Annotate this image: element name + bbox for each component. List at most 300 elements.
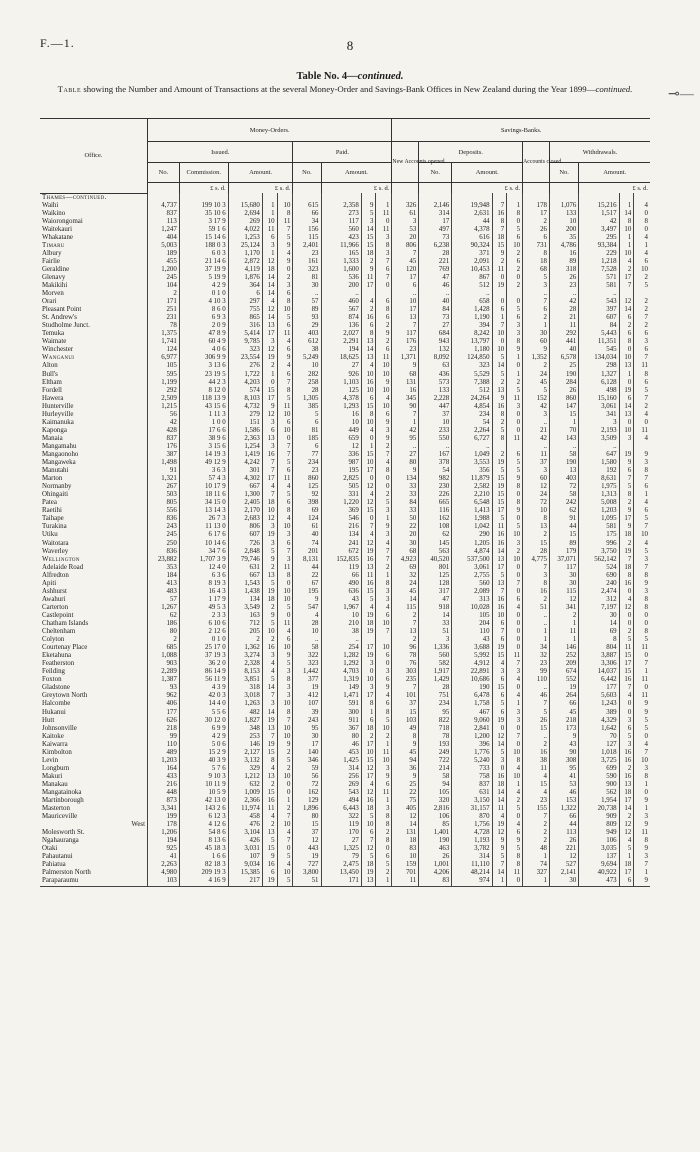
table-cell: 1 [376, 515, 392, 523]
table-cell: 10 [277, 411, 293, 419]
table-cell: 353 [148, 564, 180, 572]
table-cell: 110 [523, 676, 550, 684]
money-orders-header: Money-Orders. [148, 119, 392, 142]
table-cell: 4 [277, 338, 293, 346]
table-cell: 2,405 [228, 499, 262, 507]
table-cell: 837 [452, 781, 492, 789]
table-cell: 61 [293, 523, 321, 531]
table-cell: 4 16 9 [179, 877, 228, 886]
table-cell: 17 [619, 869, 634, 877]
table-cell: 40 3 9 [179, 757, 228, 765]
table-cell: 2 [523, 218, 550, 226]
table-cell: 14 [492, 362, 507, 370]
table-cell: 9 [619, 459, 634, 467]
table-cell: 15 [361, 757, 376, 765]
paid-header: Paid. [293, 142, 392, 163]
table-cell: 590 [579, 773, 619, 781]
table-cell: 11 [392, 877, 419, 886]
table-cell: 3 15 6 [179, 443, 228, 451]
table-cell: 1,756 [452, 821, 492, 829]
table-cell: 3 13 6 [179, 362, 228, 370]
table-cell: 918 [419, 604, 452, 612]
table-cell: 1 [634, 491, 650, 499]
table-cell: 2,475 [321, 861, 361, 869]
table-cell: 4 [376, 395, 392, 403]
office-name-cell: Mangaweka [42, 459, 76, 467]
table-cell: 9 [293, 596, 321, 604]
table-cell: 40,922 [579, 869, 619, 877]
table-cell: 8 [523, 250, 550, 258]
table-cell: 4 [634, 234, 650, 242]
table-cell: 14 [262, 684, 277, 692]
table-cell: 178 [523, 202, 550, 210]
table-cell: 2 3 3 [179, 612, 228, 620]
table-cell [179, 193, 228, 202]
table-cell: 78 [148, 322, 180, 330]
table-cell: 1 [619, 242, 634, 250]
table-cell: 3,061 [579, 403, 619, 411]
table-cell: 107 [228, 853, 262, 861]
table-cell: 13 [361, 877, 376, 886]
table-cell: 42 0 3 [179, 692, 228, 700]
table-cell: 6 [507, 314, 523, 322]
table-cell: 117 [321, 218, 361, 226]
table-cell: 8 [634, 604, 650, 612]
table-cell: 30 [579, 612, 619, 620]
table-cell: 134 [321, 531, 361, 539]
table-cell: 867 [452, 274, 492, 282]
issued-units: £ s. d. [228, 183, 293, 194]
table-cell: 3 [634, 813, 650, 821]
table-cell: 30 [293, 282, 321, 290]
table-cell: 140 [293, 749, 321, 757]
table-cell: 10 [361, 749, 376, 757]
table-cell: 1,042 [452, 523, 492, 531]
table-cell: 9 [619, 507, 634, 515]
table-cell: 11 [376, 789, 392, 797]
table-cell: 5 [492, 515, 507, 523]
table-cell: 20 [392, 531, 419, 539]
table-cell: 16 [361, 556, 376, 564]
table-cell: 10 [262, 507, 277, 515]
table-cell: 5 [619, 733, 634, 741]
table-cell: 13 [361, 564, 376, 572]
table-cell: 3 [523, 467, 550, 475]
table-cell: .. [523, 290, 550, 298]
table-cell: 13 [361, 354, 376, 362]
table-cell: 494 [321, 797, 361, 805]
table-cell: 6 [277, 290, 293, 298]
table-cell: 7 [523, 298, 550, 306]
table-cell: 5,003 [148, 242, 180, 250]
table-cell: 7 [277, 837, 293, 845]
table-cell: 9 [262, 612, 277, 620]
table-cell: 11 [262, 805, 277, 813]
table-cell: 107 [293, 700, 321, 708]
table-cell: 10 [376, 371, 392, 379]
table-cell: 45 [549, 709, 578, 717]
table-cell [376, 636, 392, 644]
table-cell: 10 [376, 362, 392, 370]
table-cell: 301 [228, 467, 262, 475]
table-cell [634, 193, 650, 202]
table-cell: 5 [262, 580, 277, 588]
table-cell: 45 18 3 [179, 845, 228, 853]
table-cell: 14 19 3 [179, 451, 228, 459]
table-cell: 3 [507, 322, 523, 330]
table-cell [507, 443, 523, 451]
table-cell: 26 [419, 853, 452, 861]
table-cell: 59 1 6 [179, 226, 228, 234]
table-cell: 34 [523, 644, 550, 652]
table-cell: 406 [148, 700, 180, 708]
table-cell: 11 [523, 765, 550, 773]
table-cell: 44 [549, 523, 578, 531]
table-cell: 19 [361, 628, 376, 636]
table-cell: 3 [277, 668, 293, 676]
table-cell: .. [293, 636, 321, 644]
table-cell: 3,851 [228, 676, 262, 684]
table-cell: 18 [619, 531, 634, 539]
accounts-closed-header: Accounts closed. [523, 142, 550, 183]
table-cell: 96 [392, 644, 419, 652]
table-cell: 4 [262, 298, 277, 306]
table-cell: 18 [392, 837, 419, 845]
table-cell: 672 [321, 548, 361, 556]
table-cell: 9 [507, 507, 523, 515]
table-cell: 54 [452, 419, 492, 427]
table-cell: 2 [262, 636, 277, 644]
table-cell [492, 193, 507, 202]
table-cell: 156 [293, 226, 321, 234]
table-cell: 10 [277, 202, 293, 210]
table-cell: 7 [634, 523, 650, 531]
table-cell: 2 [507, 266, 523, 274]
table-cell: 9 [634, 700, 650, 708]
table-cell: 2,291 [321, 338, 361, 346]
table-cell: 8 [507, 757, 523, 765]
office-name-cell: Waverley [42, 547, 69, 555]
table-cell: 5 [262, 676, 277, 684]
table-cell: 106 [579, 837, 619, 845]
table-cell: 15 [492, 652, 507, 660]
table-cell: 6 10 6 [179, 620, 228, 628]
table-cell: 152 [523, 395, 550, 403]
table-cell: 9 [361, 266, 376, 274]
table-cell: 4,022 [228, 226, 262, 234]
table-cell: 2,328 [228, 660, 262, 668]
table-cell: 14 [419, 612, 452, 620]
table-cell: 547 [293, 604, 321, 612]
table-row [40, 676, 650, 684]
table-cell: 10 14 6 [179, 540, 228, 548]
table-cell: 44 [452, 218, 492, 226]
table-cell: 0 [507, 298, 523, 306]
table-cell: 443 [293, 845, 321, 853]
table-cell: 701 [392, 869, 419, 877]
office-name-cell: Fordell [42, 386, 62, 394]
table-cell: 306 9 9 [179, 354, 228, 362]
table-cell: 119 [321, 564, 361, 572]
table-cell: .. [549, 443, 578, 451]
table-cell: 987 [321, 459, 361, 467]
table-cell: 387 [148, 451, 180, 459]
table-cell: 99 [148, 733, 180, 741]
table-cell: 132 [419, 346, 452, 354]
table-cell: 5 [492, 427, 507, 435]
office-name-cell: Colyton [42, 636, 65, 644]
table-cell: 14 [492, 797, 507, 805]
table-cell: .. [579, 290, 619, 298]
table-cell: 4 [507, 604, 523, 612]
table-cell: 1,200 [452, 733, 492, 741]
table-cell: 755 [228, 306, 262, 314]
table-cell: 78 [392, 652, 419, 660]
table-cell: 3 [262, 540, 277, 548]
table-cell: 684 [419, 330, 452, 338]
table-cell: 1,517 [579, 210, 619, 218]
table-cell: 6 [492, 692, 507, 700]
table-cell: 14 [579, 620, 619, 628]
table-cell: 5 [634, 636, 650, 644]
table-cell: 1,827 [228, 717, 262, 725]
table-cell: 632 [228, 781, 262, 789]
table-cell: 1,580 [579, 459, 619, 467]
table-cell: 9 [634, 580, 650, 588]
table-row [40, 419, 650, 427]
office-name-cell: Hurleyville [42, 410, 74, 418]
table-cell: 3 [419, 636, 452, 644]
office-name-cell: Makuri [42, 772, 63, 780]
table-cell: 105 [452, 612, 492, 620]
table-cell: 9 [634, 709, 650, 717]
table-cell: 2,872 [228, 258, 262, 266]
table-cell: 667 [228, 572, 262, 580]
table-cell: 73 [419, 234, 452, 242]
table-cell: 3 17 9 [179, 218, 228, 226]
table-cell: 264 [549, 692, 578, 700]
table-cell: 0 [507, 564, 523, 572]
table-cell: 235 [392, 676, 419, 684]
office-name-cell: Hukanui [42, 708, 66, 716]
table-cell: 2,848 [228, 548, 262, 556]
table-cell: 42 13 0 [179, 797, 228, 805]
table-cell: 66 [293, 210, 321, 218]
table-row [40, 427, 650, 435]
table-cell: 7 [376, 274, 392, 282]
table-cell: 571 [579, 274, 619, 282]
table-cell: 12 [293, 837, 321, 845]
table-cell: 3 [507, 668, 523, 676]
table-cell: 27 [419, 322, 452, 330]
table-row [40, 395, 650, 403]
table-cell: 10 [619, 250, 634, 258]
table-row [40, 668, 650, 676]
table-cell: 674 [549, 668, 578, 676]
table-cell: 83 [392, 845, 419, 853]
table-cell: 5 [507, 523, 523, 531]
table-row [40, 531, 650, 539]
table-cell: 433 [148, 773, 180, 781]
table-cell: 14 [392, 821, 419, 829]
table-cell: 12 [361, 540, 376, 548]
office-name-cell: Utiku [42, 531, 58, 539]
table-cell: 297 [228, 298, 262, 306]
table-cell: 0 [634, 226, 650, 234]
table-cell: 2 [262, 821, 277, 829]
table-cell: 190 [419, 837, 452, 845]
office-name-cell: Waihi [42, 201, 59, 209]
table-cell: 9 [262, 556, 277, 564]
table-cell: 873 [148, 797, 180, 805]
table-cell: 403 [549, 475, 578, 483]
table-cell: 837 [148, 210, 180, 218]
table-cell: 345 [392, 395, 419, 403]
table-cell: 7 [634, 749, 650, 757]
table-row [40, 821, 650, 829]
table-cell: 42 [392, 427, 419, 435]
table-cell: 3,132 [228, 757, 262, 765]
table-cell: 3 [492, 757, 507, 765]
table-cell: 19 [262, 877, 277, 886]
table-cell: 1,375 [148, 330, 180, 338]
table-cell: 5 [361, 813, 376, 821]
table-cell: 24 [523, 371, 550, 379]
table-cell: 0 [361, 668, 376, 676]
table-cell: 6 [492, 620, 507, 628]
table-cell: 4,329 [579, 717, 619, 725]
table-cell: 6 [293, 443, 321, 451]
table-cell: 103 [148, 877, 180, 886]
table-cell: 162 [419, 515, 452, 523]
table-cell: 1 [376, 741, 392, 749]
table-cell: 1,371 [392, 354, 419, 362]
table-cell: .. [321, 290, 361, 298]
office-name-cell: Raetihi [42, 507, 62, 515]
table-cell: 13 [492, 387, 507, 395]
table-cell: 2 [148, 290, 180, 298]
table-row [40, 612, 650, 620]
table-cell: 1,095 [579, 515, 619, 523]
table-cell: 200 [549, 226, 578, 234]
table-cell: 6 [523, 234, 550, 242]
table-cell [492, 290, 507, 298]
table-cell: 2,509 [148, 395, 180, 403]
table-cell: 397 [579, 306, 619, 314]
table-cell: 8 [376, 467, 392, 475]
table-row [40, 258, 650, 266]
table-cell: 279 [228, 411, 262, 419]
table-cell: 46 [549, 789, 578, 797]
table-cell: 313 [452, 596, 492, 604]
table-cell: 2 [392, 636, 419, 644]
table-cell: 356 [452, 467, 492, 475]
table-cell: 12 [549, 596, 578, 604]
table-cell: 106 [419, 813, 452, 821]
table-cell: 110 [452, 628, 492, 636]
table-row [40, 443, 650, 451]
table-cell: 2 [619, 499, 634, 507]
table-cell: 7 [376, 451, 392, 459]
table-cell: 659 [321, 435, 361, 443]
office-name-cell: Winchester [42, 346, 74, 354]
table-cell: 13,450 [321, 869, 361, 877]
table-cell: 8 [392, 733, 419, 741]
table-cell: 26 [523, 717, 550, 725]
table-cell: 56 [293, 773, 321, 781]
table-row [40, 741, 650, 749]
table-cell: 128 [419, 580, 452, 588]
table-cell: 12 4 0 [179, 564, 228, 572]
table-cell: 10 [277, 644, 293, 652]
table-cell: 426 [228, 837, 262, 845]
table-cell: 14 [492, 548, 507, 556]
table-cell: 9 [634, 451, 650, 459]
table-cell: .. [392, 290, 419, 298]
table-cell: 9 [262, 403, 277, 411]
table-cell: 3 [376, 507, 392, 515]
table-cell: 16 [492, 531, 507, 539]
table-cell: 56 [148, 411, 180, 419]
table-cell: 185 [293, 435, 321, 443]
table-cell: 4 [361, 427, 376, 435]
table-cell: 2 [634, 298, 650, 306]
table-cell: 2 [376, 491, 392, 499]
table-cell: 1,009 [228, 789, 262, 797]
table-row [40, 829, 650, 837]
table-cell: 136 [321, 322, 361, 330]
table-cell: 1,200 [148, 266, 180, 274]
table-cell: 396 [452, 741, 492, 749]
table-cell: 7,197 [579, 604, 619, 612]
table-cell: 48,214 [452, 869, 492, 877]
table-cell: 11 [523, 451, 550, 459]
table-cell: 5 [262, 620, 277, 628]
table-cell: 2 [277, 274, 293, 282]
table-cell: 19 [262, 717, 277, 725]
table-cell: 4,854 [452, 403, 492, 411]
table-cell: 17 [262, 475, 277, 483]
table-cell: 560 [419, 652, 452, 660]
table-cell: 1,263 [228, 700, 262, 708]
table-cell: 3 [262, 419, 277, 427]
table-cell: 32 [392, 572, 419, 580]
table-cell: 0 [492, 274, 507, 282]
table-cell: 560 [452, 580, 492, 588]
table-cell: 11,879 [452, 475, 492, 483]
table-cell: 7 [392, 250, 419, 258]
table-cell: 1 [392, 419, 419, 427]
table-cell: 2 [277, 765, 293, 773]
table-row [40, 789, 650, 797]
table-cell: 0 [634, 684, 650, 692]
table-cell: 13 [523, 523, 550, 531]
table-row [40, 813, 650, 821]
table-cell: .. [523, 612, 550, 620]
table-cell: 6 9 3 [179, 314, 228, 322]
table-cell: 28 [549, 306, 578, 314]
table-cell: 5 [277, 314, 293, 322]
table-cell: 17 [361, 644, 376, 652]
table-cell: 36 [392, 765, 419, 773]
table-cell: 1 [262, 250, 277, 258]
table-cell: 159 [392, 861, 419, 869]
table-cell: 68 [392, 371, 419, 379]
table-cell: 5,008 [579, 499, 619, 507]
table-cell: 256 [321, 773, 361, 781]
table-cell: 4 [376, 692, 392, 700]
table-cell: 1,253 [228, 234, 262, 242]
